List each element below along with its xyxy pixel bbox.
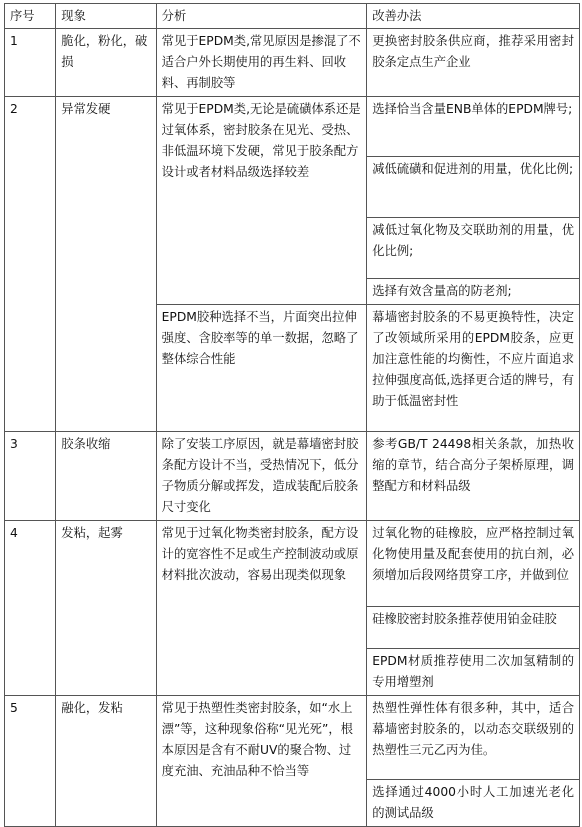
- row-analysis: 常见于热塑性类密封胶条，如“水上漂”等，这种现象俗称“见光死”，根本原因是含有不耐UV的聚合物、过度充油、充油品种不恰当等: [156, 696, 367, 827]
- row-measure: 硅橡胶密封胶条推荐使用铂金硅胶: [367, 607, 580, 649]
- row-measure: 减低硫磺和促进剂的用量，优化比例;: [367, 157, 580, 218]
- row-no: 1: [5, 29, 56, 97]
- table-row: [5, 432, 580, 521]
- row-phenomenon: 异常发硬: [56, 97, 156, 432]
- row-measure: 选择有效含量高的防老剂;: [367, 279, 580, 305]
- row-analysis: 常见于EPDM类,常见原因是掺混了不适合户外长期使用的再生料、回收料、再制胶等: [156, 29, 367, 97]
- row-measure: 更换密封胶条供应商，推荐采用密封胶条定点生产企业: [367, 29, 580, 97]
- row-measure: 参考GB/T 24498相关条款，加热收缩的章节，结合高分子架桥原理，调整配方和材料品级: [367, 432, 580, 521]
- header-no: 序号: [5, 4, 56, 29]
- header-measures: 改善办法: [367, 4, 580, 29]
- row-analysis: 常见于过氧化物类密封胶条，配方设计的宽容性不足或生产控制波动或原材料批次波动，容易出现类似现象: [156, 521, 367, 696]
- row-measure: 热塑性弹性体有很多种，其中，适合幕墙密封胶条的，以动态交联级别的热塑性三元乙丙为佳。: [367, 696, 580, 780]
- table-row: [5, 29, 580, 97]
- row-analysis: EPDM胶种选择不当，片面突出拉伸强度、含胶率等的单一数据，忽略了整体综合性能: [156, 305, 367, 432]
- row-analysis: 常见于EPDM类,无论是硫磺体系还是过氧体系，密封胶条在见光、受热、非低温环境下发硬，常见于胶条配方设计或者材料品级选择较差: [156, 97, 367, 305]
- document-table-wrapper: [4, 3, 580, 827]
- header-phenomenon: 现象: [56, 4, 156, 29]
- row-no: 4: [5, 521, 56, 696]
- defect-analysis-table: [4, 3, 580, 827]
- row-measure: EPDM材质推荐使用二次加氢精制的专用增塑剂: [367, 649, 580, 696]
- row-measure: 选择恰当含量ENB单体的EPDM牌号;: [367, 97, 580, 157]
- row-phenomenon: 胶条收缩: [56, 432, 156, 521]
- row-no: 3: [5, 432, 56, 521]
- table-header-row: [5, 4, 580, 29]
- row-phenomenon: 融化，发粘: [56, 696, 156, 827]
- row-measure: 幕墙密封胶条的不易更换特性，决定了改领域所采用的EPDM胶条，应更加注意性能的均衡性，不应片面追求拉伸强度高低,选择更合适的牌号，有助于低温密封性: [367, 305, 580, 432]
- row-measure: 选择通过4000小时人工加速光老化的测试品级: [367, 780, 580, 827]
- table-row: [5, 97, 580, 157]
- row-analysis: 除了安装工序原因，就是幕墙密封胶条配方设计不当，受热情况下，低分子物质分解或挥发，造成装配后胶条尺寸变化: [156, 432, 367, 521]
- row-measure: 过氧化物的硅橡胶，应严格控制过氧化物使用量及配套使用的抗白剂，必须增加后段网络贯穿工序，并做到位: [367, 521, 580, 607]
- row-phenomenon: 发粘，起雾: [56, 521, 156, 696]
- table-row: [5, 521, 580, 607]
- row-no: 2: [5, 97, 56, 432]
- row-phenomenon: 脆化，粉化，破损: [56, 29, 156, 97]
- table-row: [5, 696, 580, 780]
- header-analysis: 分析: [156, 4, 367, 29]
- row-measure: 减低过氧化物及交联助剂的用量，优化比例;: [367, 218, 580, 279]
- row-no: 5: [5, 696, 56, 827]
